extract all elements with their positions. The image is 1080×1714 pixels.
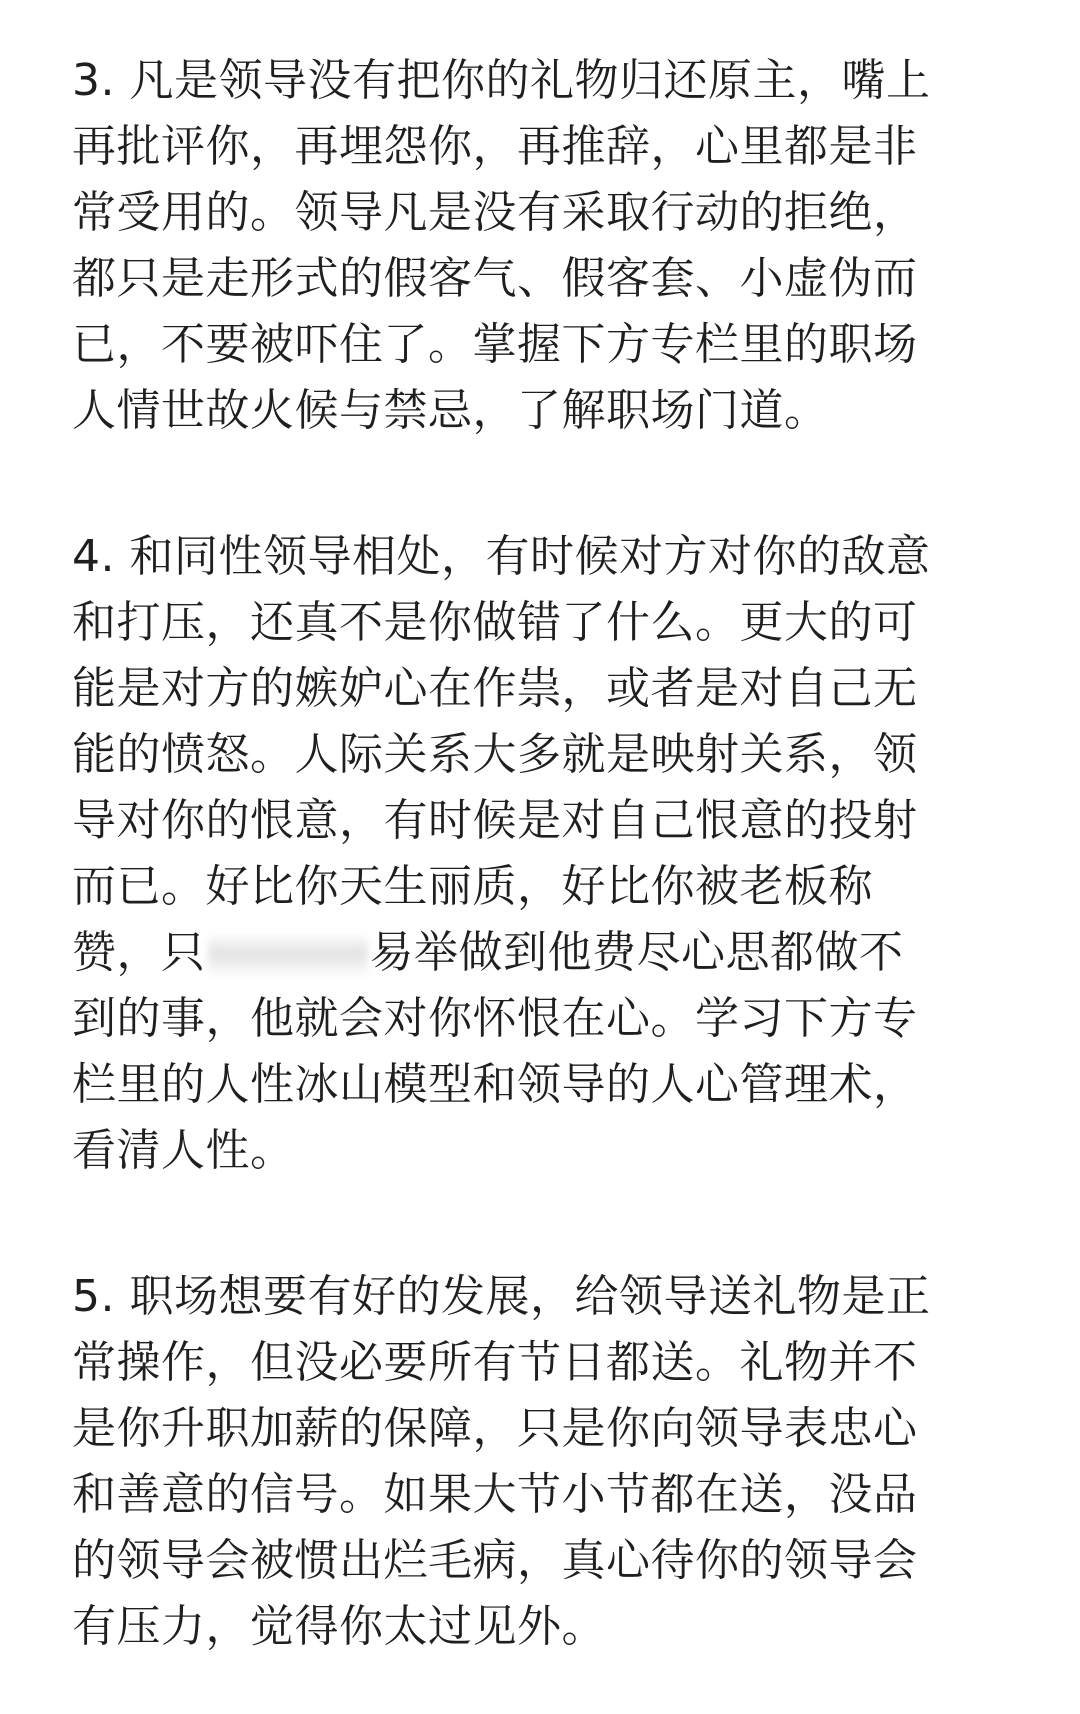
text-line: 栏里的人性冰山模型和领导的人心管理术， bbox=[72, 1059, 918, 1110]
text-line: 是你升职加薪的保障，只是你向领导表忠心 bbox=[72, 1403, 918, 1454]
text-line: 导对你的恨意，有时候是对自己恨意的投射 bbox=[72, 795, 918, 846]
text-line: 常操作，但没必要所有节日都送。礼物并不 bbox=[72, 1337, 918, 1388]
text-line: 有压力，觉得你太过见外。 bbox=[72, 1601, 606, 1652]
text-line: 看清人性。 bbox=[72, 1125, 295, 1176]
text-after-redaction: 易举做到他费尽心思都做不 bbox=[369, 927, 904, 978]
paragraph-4 bbox=[72, 524, 1008, 1184]
text-line: 5. 职场想要有好的发展，给领导送礼物是正 bbox=[72, 1271, 931, 1322]
text-line: 4. 和同性领导相处，有时候对方对你的敌意 bbox=[72, 531, 931, 582]
text-line: 和打压，还真不是你做错了什么。更大的可 bbox=[72, 597, 918, 648]
text-line: 人情世故火候与禁忌，了解职场门道。 bbox=[72, 385, 829, 436]
text-line: 常受用的。领导凡是没有采取行动的拒绝， bbox=[72, 187, 918, 238]
text-line: 能是对方的嫉妒心在作祟，或者是对自己无 bbox=[72, 663, 918, 714]
text-line: 的领导会被惯出烂毛病，真心待你的领导会 bbox=[72, 1535, 918, 1586]
text-line: 都只是走形式的假客气、假客套、小虚伪而 bbox=[72, 253, 918, 304]
text-line: 和善意的信号。如果大节小节都在送，没品 bbox=[72, 1469, 918, 1520]
text-line: 能的愤怒。人际关系大多就是映射关系，领 bbox=[72, 729, 918, 780]
text-line: 到的事，他就会对你怀恨在心。学习下方专 bbox=[72, 993, 918, 1044]
paragraph-5 bbox=[72, 1264, 1008, 1660]
text-line-redacted bbox=[72, 920, 1008, 986]
text-line: 再批评你，再埋怨你，再推辞，心里都是非 bbox=[72, 121, 918, 172]
text-before-redaction: 赞，只 bbox=[72, 927, 206, 978]
paragraph-3 bbox=[72, 48, 1008, 444]
text-line: 已，不要被吓住了。掌握下方专栏里的职场 bbox=[72, 319, 918, 370]
text-line: 而已。好比你天生丽质，好比你被老板称 bbox=[72, 861, 873, 912]
redaction-blur bbox=[208, 933, 368, 977]
text-line: 3. 凡是领导没有把你的礼物归还原主，嘴上 bbox=[72, 55, 931, 106]
